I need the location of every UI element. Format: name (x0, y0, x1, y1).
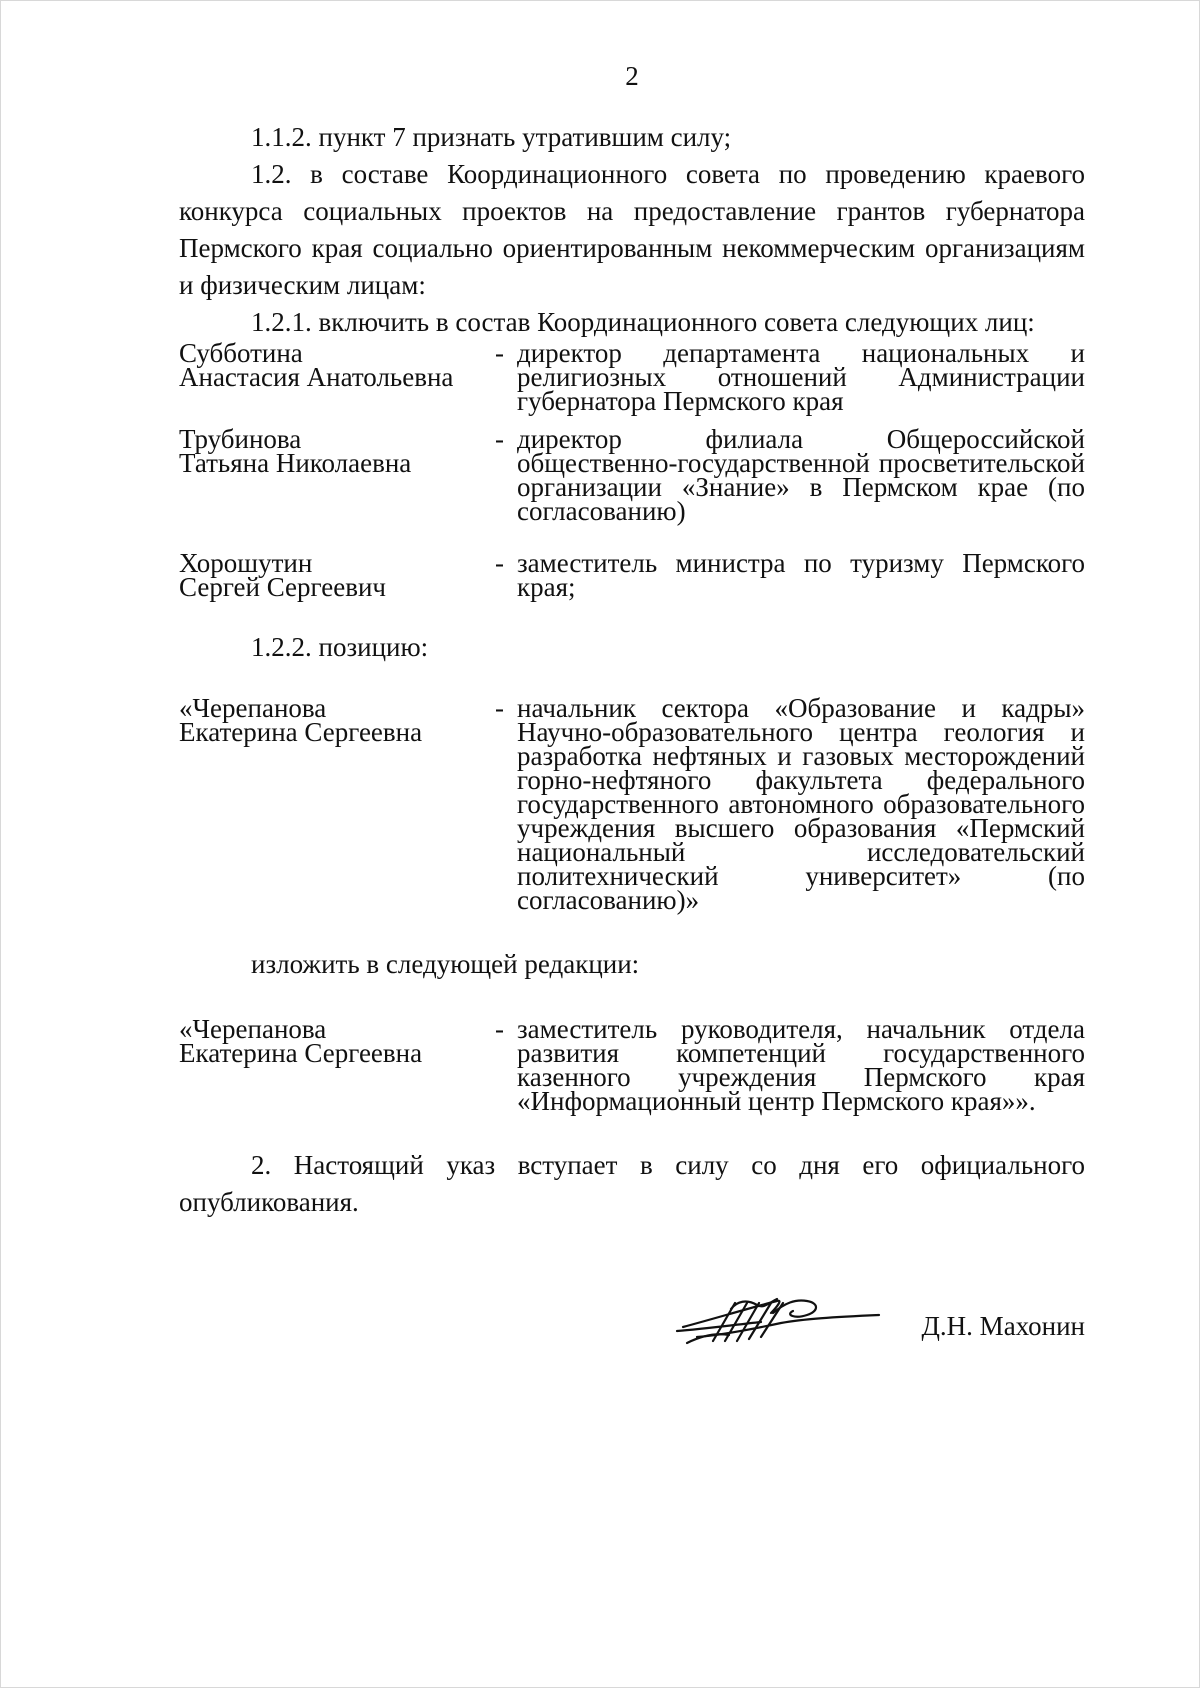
person-dash: - (495, 1014, 504, 1044)
person-dash: - (495, 424, 504, 454)
person-surname: Трубинова (179, 424, 302, 454)
person-name (179, 338, 479, 392)
person-role: начальник сектора «Образование и кадры» Научно-образовательного центра геология и разработка нефтяных и газовых месторождений горно-нефтяного факультета федерального государственного автономного образовательного учреждения высшего образования «Пермский национальный исследовательский политехнический университет» (по согласованию)» (517, 693, 1085, 915)
person-dash: - (495, 338, 504, 368)
person-given-names: Екатерина Сергеевна (179, 1038, 423, 1068)
new-position-entry (179, 1014, 1085, 1116)
paragraph-1-2-1: 1.2.1. включить в состав Координационного совета следующих лиц: (251, 307, 1035, 337)
included-persons-list (179, 338, 1085, 602)
person-role: заместитель министра по туризму Пермского края; (517, 548, 1085, 602)
person-entry (179, 338, 1085, 416)
person-name (179, 693, 479, 747)
person-role: директор филиала Общероссийской общественно-государственной просветительской организации «Знание» в Пермском крае (по согласованию) (517, 424, 1085, 526)
person-entry (179, 548, 1085, 602)
person-given-names: Анастасия Анатольевна (179, 362, 454, 392)
person-surname: Хорошутин (179, 548, 313, 578)
paragraph-1-2: 1.2. в составе Координационного совета по проведению краевого конкурса социальных проектов на предоставление грантов губернатора Пермского края социально ориентированным некоммерческим организациям и физическим лицам: (179, 159, 1085, 300)
person-role: директор департамента национальных и религиозных отношений Администрации губернатора Пермского края (517, 338, 1085, 416)
person-dash: - (495, 693, 504, 723)
person-surname: «Черепанова (179, 693, 327, 723)
person-dash: - (495, 548, 504, 578)
person-entry (179, 424, 1085, 526)
signer-name: Д.Н. Махонин (921, 1311, 1085, 1341)
old-position-entry (179, 693, 1085, 915)
handwritten-signature (673, 1289, 883, 1359)
paragraph-1-1-2: 1.1.2. пункт 7 признать утратившим силу; (251, 122, 732, 152)
person-role: заместитель руководителя, начальник отдела развития компетенций государственного казенного учреждения Пермского края «Информационный центр Пермского края»». (517, 1014, 1085, 1116)
person-given-names: Сергей Сергеевич (179, 572, 387, 602)
document-body (179, 119, 1085, 1221)
person-name (179, 424, 479, 478)
page-number: 2 (625, 61, 639, 91)
person-name (179, 548, 479, 602)
signature-block (673, 1289, 1085, 1359)
person-name (179, 1014, 479, 1068)
person-surname: «Черепанова (179, 1014, 327, 1044)
closing-paragraph: 2. Настоящий указ вступает в силу со дня его официального опубликования. (179, 1150, 1085, 1217)
person-given-names: Татьяна Николаевна (179, 448, 412, 478)
restate-heading: изложить в следующей редакции: (251, 949, 640, 979)
position-heading: 1.2.2. позицию: (251, 632, 429, 662)
person-given-names: Екатерина Сергеевна (179, 717, 423, 747)
person-surname: Субботина (179, 338, 303, 368)
